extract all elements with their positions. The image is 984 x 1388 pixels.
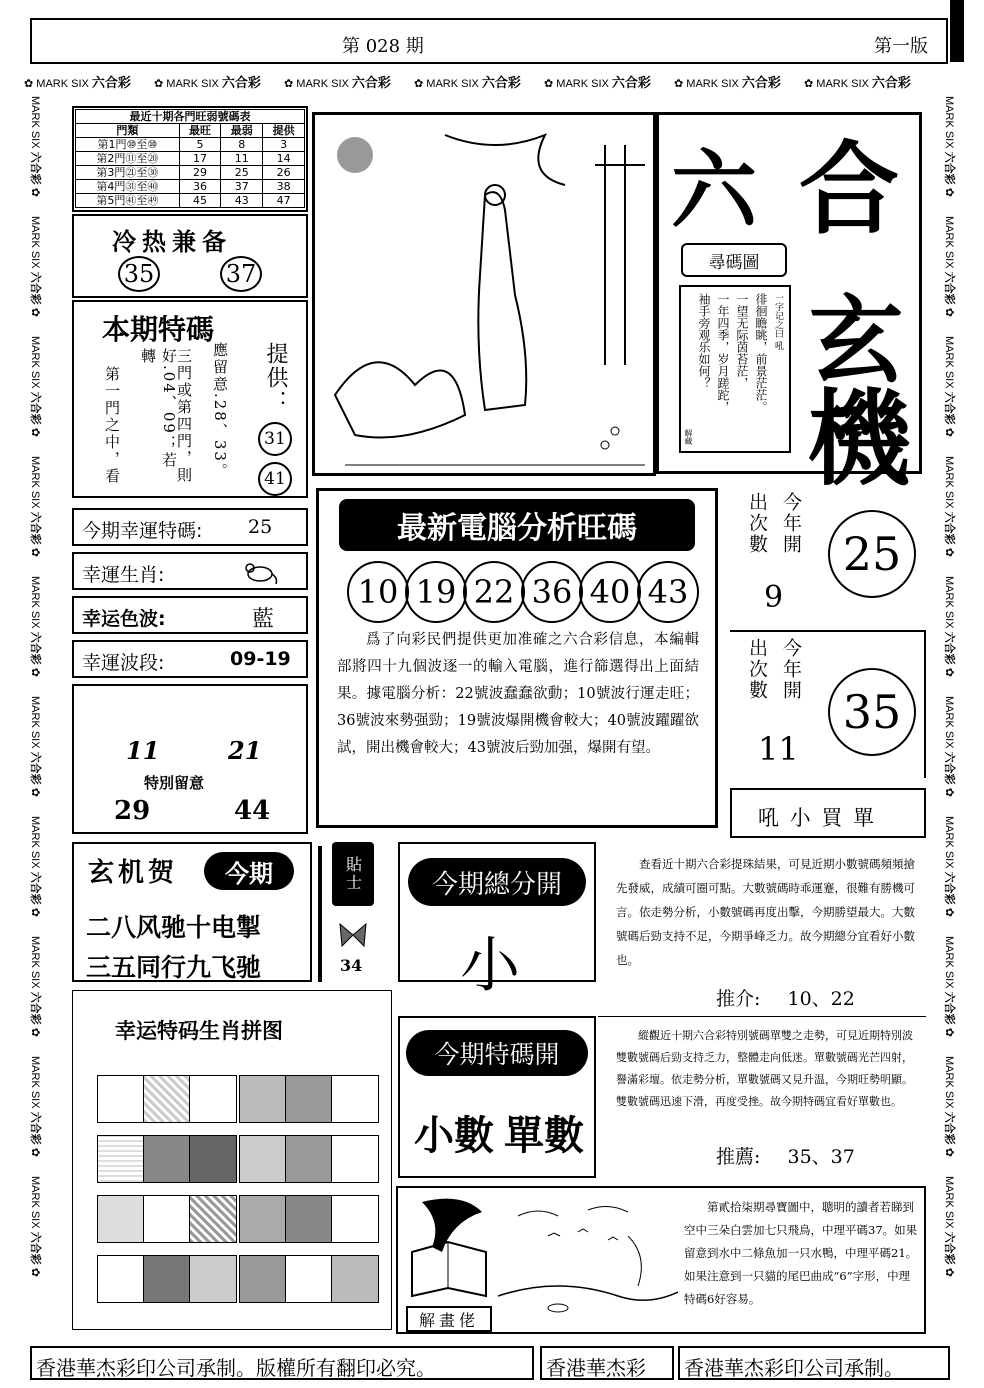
- special-rec: [716, 1142, 916, 1170]
- computer-analysis-box: [316, 488, 718, 828]
- record-table: [75, 109, 305, 208]
- total-open-label: 今期總分開: [408, 858, 586, 906]
- poem-line: 一字记之曰 吼: [773, 293, 783, 350]
- puzzle-tile: [239, 1135, 287, 1183]
- special-open-box: [398, 1016, 596, 1178]
- footer-mid: [540, 1346, 674, 1380]
- computer-num: 36: [521, 561, 583, 623]
- xuanji-he-line: 二八风驰十电掣: [86, 913, 262, 942]
- lucky-zodiac-row: [72, 552, 308, 590]
- small-buy-title: 吼 小 買 單: [758, 806, 877, 830]
- jiehua-paragraph: 第貳拾柒期尋寶圖中，聰明的讀者若睇到空中三朵白雲加七只飛鳥，中理平碼37。如果留意到水中二條魚加一只水鴨，中理平碼21。如果注意到一只貓的尾巴曲成“6”字形，中理特碼6好容易。: [684, 1200, 918, 1306]
- puzzle-tile: [143, 1075, 191, 1123]
- attention-num: 11: [126, 736, 160, 765]
- lucky-range-row: [72, 640, 308, 678]
- title-char: 機: [807, 377, 912, 500]
- puzzle-tile: [143, 1135, 191, 1183]
- lucky-color-label: 幸运色波:: [82, 608, 166, 630]
- column-header: 最弱: [221, 124, 263, 138]
- special-code-col: 第一門之中，看: [103, 366, 121, 485]
- jiehua-label: 解畫佬: [406, 1306, 492, 1332]
- puzzle-tile: [239, 1195, 287, 1243]
- hot-cold-box: [72, 214, 308, 298]
- hot-cold-title: 冷热兼备: [112, 228, 232, 256]
- title-char: 六: [671, 140, 757, 241]
- footer-mid-text: 香港華杰彩: [546, 1356, 646, 1380]
- puzzle-tile: [331, 1255, 379, 1303]
- page-header: [30, 18, 948, 64]
- edition-label: 第一版: [874, 36, 928, 57]
- xuanji-he-title: 玄机贺: [88, 858, 179, 888]
- right-border-bar: [950, 0, 964, 62]
- puzzle-tile: [143, 1195, 191, 1243]
- issue-number: 第 028 期: [342, 36, 424, 57]
- jiehua-icon-frame: [402, 1192, 494, 1304]
- lucky-number-label: 今期幸運特碼:: [82, 520, 203, 542]
- special-text-box: [598, 1016, 926, 1140]
- total-rec-label: 推介:: [716, 988, 761, 1010]
- tie-box: [332, 842, 374, 982]
- puzzle-tile: [97, 1255, 145, 1303]
- puzzle-tile: [97, 1075, 145, 1123]
- puzzle-tile: [285, 1135, 333, 1183]
- puzzle-tile: [189, 1075, 237, 1123]
- year-stats-count: 11: [758, 730, 799, 768]
- puzzle-tile: [97, 1135, 145, 1183]
- total-open-value: 小: [460, 931, 520, 1001]
- computer-num: 10: [347, 561, 409, 623]
- lucky-number-row: [72, 508, 308, 546]
- footer-left-text: 香港華杰彩印公司承制。版權所有翻印必究。: [36, 1356, 436, 1380]
- lucky-color-value: 藍: [252, 607, 275, 632]
- scroll-title: 尋碼圖: [681, 243, 787, 277]
- scholar-drawing-icon: [315, 115, 653, 473]
- special-paragraph: 縱觀近十期六合彩特別號碼單雙之走勢，可見近期特別波雙數號碼后勁支持乏力，整體走向低迷。單數號碼光芒四射，譽滿彩壇。依走勢分析，單數號碼又見升温，今期旺勢明顯。雙數號碼迅速下滑，再度受挫。故今期特碼宜看好單數也。: [616, 1029, 913, 1108]
- column-header: 最旺: [179, 124, 221, 138]
- attention-label: 特別留意: [144, 774, 205, 792]
- puzzle-tile: [143, 1255, 191, 1303]
- record-table-box: [72, 106, 308, 212]
- lucky-range-value: 09-19: [230, 648, 291, 670]
- special-code-tip: 提供：: [263, 342, 288, 414]
- jiehua-box: [396, 1186, 926, 1334]
- lucky-color-row: [72, 596, 308, 634]
- table-row: 第2門⑪至⑳ 17 11 14: [76, 152, 305, 166]
- computer-num: 40: [579, 561, 641, 623]
- puzzle-tile: [189, 1135, 237, 1183]
- puzzle-tile: [331, 1195, 379, 1243]
- poem-line: 徘徊瞻眺，前景茫茫。: [754, 293, 768, 413]
- special-code-title: 本期特碼: [102, 313, 215, 346]
- total-open-box: [398, 842, 596, 1001]
- xuanji-he-badge: 今期: [204, 852, 294, 890]
- column-header: 提供: [263, 124, 305, 138]
- puzzle-tile: [239, 1255, 287, 1303]
- total-rec-value: 10、22: [787, 988, 855, 1010]
- footer-right: [678, 1346, 950, 1380]
- scroll-poem: [679, 285, 791, 453]
- total-paragraph: 查看近十期六合彩提珠結果，可見近期小數號碼頻頻搶先發威，成績可圈可點。大數號碼時乖運蹇，很難有勝機可言。依走勢分析，小數號碼再度出擊，今期勝望最大。大數號碼后勁支持不足，今期爭峰乏力。故今期總分宜看好小數也。: [616, 857, 915, 967]
- special-code-num: 41: [258, 462, 292, 496]
- computer-num: 22: [463, 561, 525, 623]
- special-code-num: 31: [258, 422, 292, 456]
- computer-paragraph: 爲了向彩民們提供更加准確之六合彩信息，本編輯部將四十九個波逐一的輸入電腦，進行篩選得出上面結果。據電腦分析：22號波蠢蠢欲動；10號波行運走旺；36號波來勢强勁；19號波爆開機會較大；40號波躍躍欲試，開出機會較大；43號波后勁加强，爆開有望。: [337, 632, 699, 756]
- year-stats-label: 今年開出次數: [746, 638, 802, 701]
- attention-num: 21: [228, 736, 262, 765]
- footer-right-text: 香港華杰彩印公司承制。: [684, 1356, 904, 1380]
- attention-box: [72, 684, 308, 834]
- scholar-illustration: [312, 112, 656, 476]
- special-code-col: 三門或第四門，則: [175, 348, 193, 484]
- puzzle-box: [72, 990, 392, 1330]
- butterfly-icon: [336, 920, 370, 950]
- special-open-value: 小數: [414, 1113, 494, 1159]
- title-block: [656, 112, 922, 500]
- table-row: 第5門㊶至㊾ 45 43 47: [76, 194, 305, 208]
- lucky-zodiac-label: 幸運生肖:: [82, 564, 165, 586]
- table-row: 第3門㉑至㉚ 29 25 26: [76, 166, 305, 180]
- puzzle-tile: [285, 1195, 333, 1243]
- year-stats-num: 25: [828, 510, 916, 598]
- puzzle-tile: [97, 1195, 145, 1243]
- year-stats-count: 9: [764, 580, 784, 615]
- puzzle-tile: [239, 1075, 287, 1123]
- hot-cold-num: 37: [220, 256, 262, 292]
- year-stats-2: [730, 630, 926, 778]
- xuanji-he-box: [72, 842, 312, 982]
- record-table-title: 最近十期各門旺弱號碼表: [76, 110, 305, 124]
- total-text-box: [598, 842, 926, 982]
- computer-num: 43: [637, 561, 699, 623]
- special-rec-label: 推薦:: [716, 1146, 761, 1168]
- lucky-range-label: 幸運波段:: [82, 652, 165, 674]
- special-code-box: [72, 300, 308, 498]
- tie-line: [318, 846, 322, 982]
- computer-nums: [347, 561, 699, 623]
- tie-label: 貼士: [332, 842, 374, 906]
- poem-line: 一望无际茵苔茫，: [735, 293, 749, 389]
- special-code-col: 應留意.28、33。: [211, 342, 229, 480]
- computer-analysis-title: 最新電腦分析旺碼: [339, 499, 695, 551]
- puzzle-tile: [331, 1135, 379, 1183]
- tie-num: 34: [340, 956, 363, 975]
- hot-cold-num: 35: [118, 256, 160, 292]
- special-code-col: 好.04、09；若轉: [139, 348, 178, 469]
- table-row: 第4門㉛至㊵ 36 37 38: [76, 180, 305, 194]
- puzzle-tile: [285, 1075, 333, 1123]
- poem-line: 一年四季，岁月蹉跎，: [716, 293, 730, 413]
- attention-num: 29: [114, 796, 151, 826]
- special-rec-value: 35、37: [787, 1146, 855, 1168]
- scroll-foot: 解藏: [684, 429, 693, 445]
- special-open-label: 今期特碼開: [406, 1030, 588, 1076]
- xuanji-he-line: 三五同行九飞驰: [86, 953, 262, 982]
- ink-hand-book-icon: [402, 1192, 494, 1304]
- small-buy-box: [730, 788, 926, 838]
- puzzle-tile: [331, 1075, 379, 1123]
- year-stats-label: 今年開出次數: [746, 492, 802, 555]
- landscape-sketch-icon: [498, 1196, 678, 1326]
- attention-num: 44: [234, 796, 271, 826]
- puzzle-title: 幸运特码生肖拼图: [115, 1019, 283, 1043]
- title-char: 玄: [809, 286, 904, 396]
- puzzle-tile: [189, 1195, 237, 1243]
- puzzle-tile: [285, 1255, 333, 1303]
- total-rec: [716, 984, 916, 1012]
- zodiac-rat-icon: [240, 558, 280, 586]
- title-char: 合: [799, 130, 899, 248]
- table-row: 第1門⑩至⑩ 5 8 3: [76, 138, 305, 152]
- year-stats-1: [730, 488, 926, 628]
- special-open-value: 單數: [504, 1113, 584, 1159]
- column-header: 門類: [76, 124, 180, 138]
- footer-left: [30, 1346, 534, 1380]
- puzzle-tile: [189, 1255, 237, 1303]
- poem-line: 袖手旁观乐如何？: [697, 293, 711, 389]
- year-stats-num: 35: [828, 668, 916, 756]
- lucky-number-value: 25: [248, 516, 273, 538]
- computer-num: 19: [405, 561, 467, 623]
